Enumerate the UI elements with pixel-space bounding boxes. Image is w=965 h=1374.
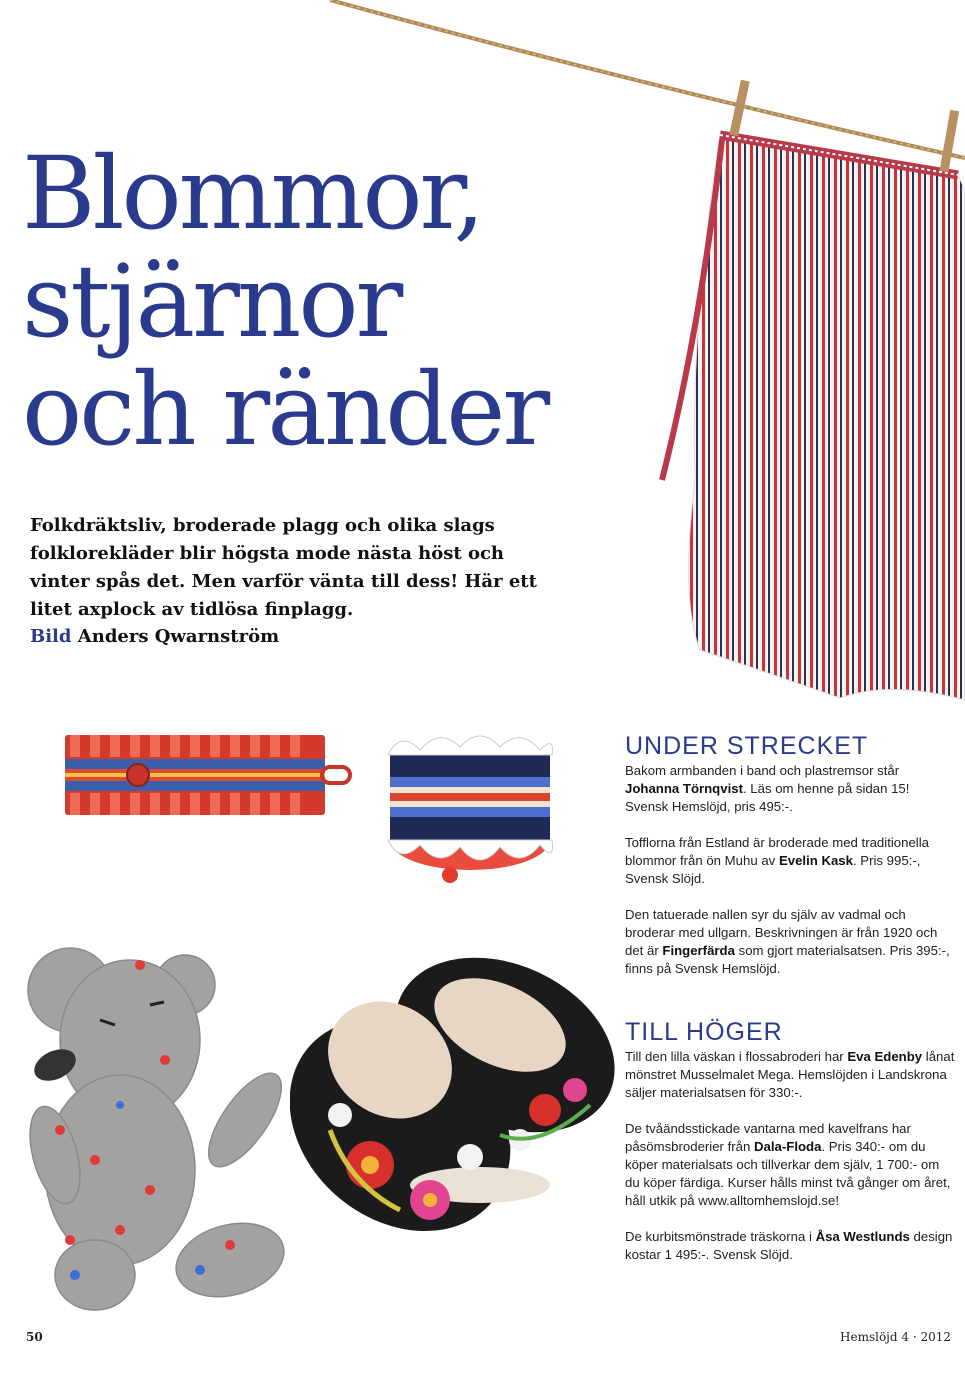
- designer-name: Åsa Westlunds: [815, 1229, 910, 1244]
- caption-text: som gjort materialsatsen. Pris 395:-, finns på Svensk Hemslöjd.: [625, 943, 950, 976]
- embroidered-slippers-photo: [290, 895, 620, 1250]
- lead-paragraph: Folkdräktsliv, broderade plagg och olika slags folklorekläder blir högsta mode nästa höst och vinter spås det. Men varför vänta till dess! Här ett litet axplock av tidlösa finplagg.: [30, 515, 537, 620]
- embroidered-teddy-photo: [0, 930, 300, 1325]
- caption-text: . Pris 995:-, Svensk Slöjd.: [625, 853, 921, 886]
- designer-name: Evelin Kask: [778, 853, 853, 868]
- designer-name: Eva Edenby: [847, 1049, 923, 1064]
- byline-name: Anders Qwarnström: [77, 626, 280, 647]
- caption-text: Tofflorna från Estland är broderade med traditionella blommor från ön Muhu av: [625, 835, 929, 868]
- cuff-bracelet-photo: [370, 715, 570, 885]
- caption-slippers: [625, 834, 955, 888]
- section-till-hoger: [625, 1018, 955, 1282]
- caption-clogs: [625, 1228, 955, 1264]
- designer-name: Johanna Törnqvist: [625, 781, 743, 796]
- designer-name: Fingerfärda: [662, 943, 735, 958]
- caption-text: . Läs om henne på sidan 15! Svensk Hemslöjd, pris 495:-.: [625, 781, 910, 814]
- caption-mittens: [625, 1120, 955, 1210]
- caption-text: lånat mönstret Musselmalet Mega. Hemslöjden i Landskrona säljer materialsatsen för 330:-.: [625, 1049, 955, 1100]
- section-under-strecket: [625, 732, 955, 996]
- headline-line-1: Blommor,: [22, 135, 483, 252]
- photo-byline: [30, 626, 279, 647]
- designer-name: Dala-Floda: [754, 1139, 822, 1154]
- headline-line-2: stjärnor: [22, 243, 401, 360]
- byline-role: Bild: [30, 626, 72, 647]
- caption-teddy: [625, 906, 955, 978]
- caption-bag: [625, 1048, 955, 1102]
- magazine-issue: Hemslöjd 4 · 2012: [840, 1330, 951, 1344]
- caption-text: . Pris 340:- om du köper materialsats och tillverkar dem själv, 1 700:- om du köper färdiga. Kurser hålls minst två gånger om året, håll utkik på www.alltomhemslojd.se!: [625, 1139, 951, 1208]
- page-number: 50: [26, 1330, 43, 1344]
- caption-text: design kostar 1 495:-. Svensk Slöjd.: [625, 1229, 953, 1262]
- caption-text: Till den lilla väskan i flossabroderi har: [625, 1049, 848, 1064]
- caption-bracelets: [625, 762, 955, 816]
- caption-text: Bakom armbanden i band och plastremsor står: [625, 763, 900, 778]
- red-bracelet-photo: [60, 725, 360, 825]
- striped-apron-photo: [640, 80, 965, 710]
- caption-text: Den tatuerade nallen syr du själv av vadmal och broderar med ullgarn. Beskrivningen är från 1920 och det är: [625, 907, 938, 958]
- caption-text: De kurbitsmönstrade träskorna i: [625, 1229, 816, 1244]
- headline-line-3: och ränder: [22, 351, 548, 468]
- section-heading-till-hoger: TILL HÖGER: [625, 1018, 783, 1046]
- caption-text: De tvåändsstickade vantarna med kavelfrans har påsömsbroderier från: [625, 1121, 911, 1154]
- headline: [22, 135, 622, 468]
- section-heading-under-strecket: UNDER STRECKET: [625, 732, 869, 760]
